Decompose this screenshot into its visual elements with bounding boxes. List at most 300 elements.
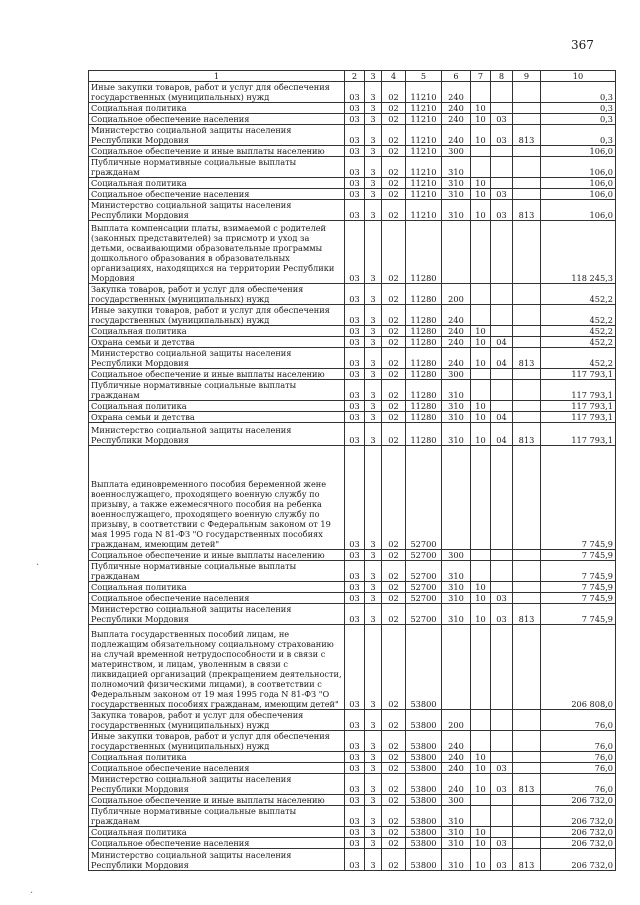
row-code-cell	[491, 326, 513, 337]
row-code-cell	[491, 284, 513, 305]
row-code-cell: 02	[382, 550, 406, 561]
row-code-cell: 3	[365, 326, 382, 337]
row-amount-cell: 206 732,0	[541, 806, 616, 827]
row-code-cell	[513, 625, 541, 710]
row-code-cell: 10	[471, 582, 491, 593]
row-code-cell: 10	[471, 752, 491, 763]
table-row	[89, 795, 616, 806]
row-amount-cell: 76,0	[541, 774, 616, 795]
row-code-cell: 03	[345, 423, 365, 446]
table-row	[89, 561, 616, 582]
table-row	[89, 146, 616, 157]
row-code-cell: 11210	[406, 200, 442, 221]
table-row	[89, 114, 616, 125]
row-name-cell: Министерство социальной защиты населения Республики Мордовия	[89, 774, 345, 795]
header-cell: 1	[89, 71, 345, 82]
row-code-cell	[491, 625, 513, 710]
table-row	[89, 348, 616, 369]
row-code-cell: 02	[382, 284, 406, 305]
row-code-cell: 02	[382, 561, 406, 582]
row-code-cell: 52700	[406, 550, 442, 561]
table-row	[89, 305, 616, 326]
row-code-cell: 310	[442, 849, 471, 871]
row-code-cell: 02	[382, 838, 406, 849]
row-code-cell: 10	[471, 604, 491, 625]
row-code-cell: 3	[365, 284, 382, 305]
row-code-cell: 3	[365, 305, 382, 326]
header-cell: 5	[406, 71, 442, 82]
row-code-cell: 813	[513, 423, 541, 446]
row-code-cell	[491, 710, 513, 731]
row-code-cell: 10	[471, 763, 491, 774]
row-code-cell: 04	[491, 348, 513, 369]
row-code-cell: 03	[345, 114, 365, 125]
row-amount-cell: 106,0	[541, 200, 616, 221]
row-code-cell: 02	[382, 774, 406, 795]
table-row	[89, 582, 616, 593]
row-code-cell: 02	[382, 827, 406, 838]
row-name-cell: Министерство социальной защиты населения Республики Мордовия	[89, 348, 345, 369]
row-code-cell	[491, 146, 513, 157]
row-code-cell: 813	[513, 604, 541, 625]
row-code-cell: 02	[382, 82, 406, 103]
row-code-cell: 03	[345, 305, 365, 326]
row-name-cell: Иные закупки товаров, работ и услуг для обеспечения государственных (муниципальных) нужд	[89, 305, 345, 326]
row-code-cell: 3	[365, 380, 382, 401]
row-name-cell: Министерство социальной защиты населения Республики Мордовия	[89, 125, 345, 146]
row-name-cell: Социальное обеспечение населения	[89, 838, 345, 849]
row-code-cell: 3	[365, 582, 382, 593]
row-amount-cell: 117 793,1	[541, 401, 616, 412]
row-name-cell: Социальная политика	[89, 827, 345, 838]
row-code-cell: 200	[442, 710, 471, 731]
row-name-cell: Иные закупки товаров, работ и услуг для обеспечения государственных (муниципальных) нужд	[89, 82, 345, 103]
row-amount-cell: 76,0	[541, 731, 616, 752]
row-code-cell	[513, 305, 541, 326]
row-code-cell: 11210	[406, 157, 442, 178]
row-code-cell: 310	[442, 401, 471, 412]
table-row	[89, 189, 616, 200]
row-code-cell: 03	[345, 710, 365, 731]
row-code-cell	[471, 561, 491, 582]
row-code-cell: 10	[471, 200, 491, 221]
row-amount-cell: 452,2	[541, 326, 616, 337]
row-code-cell	[513, 763, 541, 774]
row-code-cell: 11210	[406, 189, 442, 200]
row-code-cell: 03	[491, 604, 513, 625]
row-code-cell: 03	[491, 849, 513, 871]
row-code-cell: 02	[382, 305, 406, 326]
row-code-cell	[491, 82, 513, 103]
row-code-cell	[471, 221, 491, 284]
row-code-cell	[513, 157, 541, 178]
row-code-cell: 03	[345, 157, 365, 178]
row-name-cell: Социальное обеспечение населения	[89, 189, 345, 200]
row-code-cell: 10	[471, 337, 491, 348]
row-code-cell: 3	[365, 710, 382, 731]
row-code-cell: 03	[345, 625, 365, 710]
row-amount-cell: 7 745,9	[541, 446, 616, 550]
row-code-cell: 02	[382, 103, 406, 114]
row-code-cell: 03	[345, 412, 365, 423]
row-code-cell: 03	[345, 582, 365, 593]
row-name-cell: Охрана семьи и детства	[89, 337, 345, 348]
row-code-cell: 02	[382, 337, 406, 348]
row-code-cell: 03	[345, 849, 365, 871]
row-code-cell	[491, 752, 513, 763]
table-body	[89, 71, 616, 871]
row-name-cell: Министерство социальной защиты населения Республики Мордовия	[89, 604, 345, 625]
row-code-cell: 813	[513, 348, 541, 369]
row-amount-cell: 7 745,9	[541, 582, 616, 593]
row-code-cell	[513, 103, 541, 114]
row-code-cell: 10	[471, 593, 491, 604]
table-row	[89, 593, 616, 604]
table-row	[89, 125, 616, 146]
row-code-cell: 3	[365, 412, 382, 423]
row-code-cell	[513, 369, 541, 380]
row-code-cell: 03	[345, 446, 365, 550]
row-code-cell: 03	[345, 369, 365, 380]
row-code-cell: 310	[442, 593, 471, 604]
row-code-cell	[513, 593, 541, 604]
row-code-cell: 10	[471, 838, 491, 849]
table-row	[89, 423, 616, 446]
row-code-cell: 3	[365, 125, 382, 146]
row-code-cell: 03	[345, 380, 365, 401]
table-row	[89, 337, 616, 348]
table-row	[89, 103, 616, 114]
row-code-cell	[491, 305, 513, 326]
row-amount-cell: 206 808,0	[541, 625, 616, 710]
row-code-cell: 02	[382, 849, 406, 871]
row-code-cell: 03	[345, 838, 365, 849]
row-code-cell	[513, 178, 541, 189]
table-row	[89, 763, 616, 774]
row-code-cell: 03	[345, 593, 365, 604]
row-amount-cell: 117 793,1	[541, 412, 616, 423]
row-code-cell: 310	[442, 806, 471, 827]
row-code-cell: 3	[365, 593, 382, 604]
row-code-cell	[442, 625, 471, 710]
row-code-cell	[513, 838, 541, 849]
row-code-cell: 3	[365, 752, 382, 763]
row-code-cell	[513, 710, 541, 731]
row-code-cell: 03	[345, 827, 365, 838]
row-code-cell	[513, 146, 541, 157]
table-row	[89, 731, 616, 752]
row-code-cell: 03	[345, 337, 365, 348]
row-code-cell: 11210	[406, 146, 442, 157]
row-code-cell: 02	[382, 731, 406, 752]
row-code-cell: 10	[471, 326, 491, 337]
row-code-cell	[471, 550, 491, 561]
row-code-cell: 03	[345, 178, 365, 189]
row-code-cell: 03	[345, 774, 365, 795]
row-code-cell	[491, 157, 513, 178]
row-code-cell: 02	[382, 380, 406, 401]
row-code-cell: 11210	[406, 82, 442, 103]
row-code-cell: 03	[345, 752, 365, 763]
row-code-cell: 03	[345, 604, 365, 625]
row-code-cell: 310	[442, 412, 471, 423]
row-code-cell: 813	[513, 200, 541, 221]
header-cell: 4	[382, 71, 406, 82]
row-amount-cell: 106,0	[541, 157, 616, 178]
row-code-cell: 53800	[406, 625, 442, 710]
row-code-cell: 3	[365, 103, 382, 114]
table-row	[89, 710, 616, 731]
row-amount-cell: 206 732,0	[541, 795, 616, 806]
header-cell: 10	[541, 71, 616, 82]
row-amount-cell: 0,3	[541, 114, 616, 125]
row-code-cell	[513, 82, 541, 103]
table-row	[89, 326, 616, 337]
row-code-cell	[513, 401, 541, 412]
row-code-cell	[471, 284, 491, 305]
row-code-cell	[471, 806, 491, 827]
row-amount-cell: 106,0	[541, 146, 616, 157]
row-code-cell: 3	[365, 114, 382, 125]
row-code-cell	[491, 178, 513, 189]
row-name-cell: Закупка товаров, работ и услуг для обеспечения государственных (муниципальных) нужд	[89, 284, 345, 305]
row-name-cell: Социальное обеспечение населения	[89, 114, 345, 125]
row-name-cell: Закупка товаров, работ и услуг для обеспечения государственных (муниципальных) нужд	[89, 710, 345, 731]
row-code-cell: 240	[442, 337, 471, 348]
row-code-cell: 310	[442, 582, 471, 593]
row-code-cell	[471, 625, 491, 710]
row-code-cell: 310	[442, 604, 471, 625]
row-code-cell	[513, 561, 541, 582]
row-code-cell: 03	[345, 763, 365, 774]
row-code-cell: 3	[365, 838, 382, 849]
row-code-cell	[491, 731, 513, 752]
header-cell: 8	[491, 71, 513, 82]
row-code-cell: 3	[365, 221, 382, 284]
row-amount-cell: 452,2	[541, 305, 616, 326]
row-code-cell: 3	[365, 806, 382, 827]
row-code-cell	[471, 82, 491, 103]
table-row	[89, 178, 616, 189]
row-code-cell: 03	[345, 146, 365, 157]
table-row	[89, 838, 616, 849]
row-code-cell	[491, 401, 513, 412]
row-code-cell: 813	[513, 774, 541, 795]
table-row	[89, 806, 616, 827]
row-code-cell	[471, 380, 491, 401]
row-amount-cell: 452,2	[541, 348, 616, 369]
row-amount-cell: 452,2	[541, 284, 616, 305]
row-code-cell	[442, 446, 471, 550]
row-code-cell: 02	[382, 369, 406, 380]
row-code-cell: 04	[491, 412, 513, 423]
row-code-cell: 02	[382, 114, 406, 125]
row-code-cell: 3	[365, 401, 382, 412]
row-code-cell: 03	[345, 401, 365, 412]
row-code-cell	[513, 446, 541, 550]
table-row	[89, 412, 616, 423]
row-amount-cell: 7 745,9	[541, 561, 616, 582]
row-code-cell: 03	[491, 774, 513, 795]
row-code-cell	[491, 827, 513, 838]
row-code-cell: 300	[442, 795, 471, 806]
row-name-cell: Социальная политика	[89, 178, 345, 189]
table-row	[89, 200, 616, 221]
row-code-cell	[491, 103, 513, 114]
row-name-cell: Социальное обеспечение населения	[89, 593, 345, 604]
row-name-cell: Социальная политика	[89, 326, 345, 337]
row-code-cell	[513, 380, 541, 401]
row-code-cell: 3	[365, 337, 382, 348]
row-code-cell: 02	[382, 412, 406, 423]
row-name-cell: Министерство социальной защиты населения Республики Мордовия	[89, 423, 345, 446]
row-code-cell	[491, 369, 513, 380]
row-amount-cell: 0,3	[541, 103, 616, 114]
row-code-cell: 11280	[406, 337, 442, 348]
row-code-cell: 10	[471, 827, 491, 838]
budget-table	[88, 70, 616, 871]
row-code-cell: 02	[382, 221, 406, 284]
row-code-cell: 3	[365, 625, 382, 710]
row-code-cell: 310	[442, 838, 471, 849]
row-amount-cell: 106,0	[541, 178, 616, 189]
row-code-cell: 11280	[406, 305, 442, 326]
row-code-cell: 03	[491, 125, 513, 146]
row-code-cell	[513, 221, 541, 284]
row-name-cell: Выплата единовременного пособия беременной жене военнослужащего, проходящего военную службу по призыву, а также ежемесячного пособия на ребенка военнослужащего, проходящего военную службу по призыву, в соответствии с Федеральным законом от 19 мая 1995 года N 81-ФЗ "О государственных пособиях гражданам, имеющим детей"	[89, 446, 345, 550]
row-code-cell: 03	[345, 284, 365, 305]
row-amount-cell: 0,3	[541, 125, 616, 146]
row-amount-cell: 76,0	[541, 752, 616, 763]
table-row	[89, 625, 616, 710]
row-code-cell: 11210	[406, 103, 442, 114]
scan-speck: ·	[30, 888, 34, 899]
row-name-cell: Социальное обеспечение и иные выплаты населению	[89, 146, 345, 157]
row-code-cell: 3	[365, 82, 382, 103]
row-code-cell: 3	[365, 189, 382, 200]
header-cell: 2	[345, 71, 365, 82]
row-name-cell: Выплата компенсации платы, взимаемой с родителей (законных представителей) за присмотр и уход за детьми, осваивающими образовательные программы дошкольного образования в образовательных организациях, находящихся на территории Республики Мордовия	[89, 221, 345, 284]
row-code-cell: 02	[382, 625, 406, 710]
row-code-cell: 3	[365, 348, 382, 369]
row-code-cell	[491, 582, 513, 593]
row-code-cell: 02	[382, 604, 406, 625]
row-code-cell: 52700	[406, 446, 442, 550]
row-code-cell: 310	[442, 380, 471, 401]
row-code-cell: 03	[491, 114, 513, 125]
row-name-cell: Министерство социальной защиты населения Республики Мордовия	[89, 849, 345, 871]
row-code-cell: 11280	[406, 326, 442, 337]
row-amount-cell: 206 732,0	[541, 838, 616, 849]
row-name-cell: Иные закупки товаров, работ и услуг для обеспечения государственных (муниципальных) нужд	[89, 731, 345, 752]
row-code-cell: 310	[442, 200, 471, 221]
row-code-cell	[491, 806, 513, 827]
table-header-row	[89, 71, 616, 82]
row-code-cell	[442, 221, 471, 284]
row-code-cell: 53800	[406, 838, 442, 849]
row-code-cell	[513, 806, 541, 827]
scan-speck: ·	[36, 560, 40, 571]
row-name-cell: Публичные нормативные социальные выплаты гражданам	[89, 561, 345, 582]
row-code-cell: 3	[365, 146, 382, 157]
row-code-cell: 10	[471, 423, 491, 446]
row-code-cell: 03	[345, 348, 365, 369]
row-code-cell	[513, 827, 541, 838]
row-code-cell: 03	[491, 189, 513, 200]
row-code-cell: 240	[442, 125, 471, 146]
row-code-cell: 240	[442, 763, 471, 774]
row-code-cell: 03	[345, 200, 365, 221]
row-code-cell: 02	[382, 178, 406, 189]
row-code-cell: 240	[442, 114, 471, 125]
row-code-cell: 11280	[406, 380, 442, 401]
row-name-cell: Выплата государственных пособий лицам, не подлежащим обязательному социальному страхованию на случай временной нетрудоспособности и в связи с материнством, и лицам, уволенным в связи с ликвидацией организаций (прекращением деятельности, полномочий физическими лицами), в соответствии с Федеральным законом от 19 мая 1995 года N 81-ФЗ "О государственных пособиях гражданам, имеющим детей"	[89, 625, 345, 710]
row-code-cell	[513, 412, 541, 423]
row-code-cell: 10	[471, 178, 491, 189]
row-code-cell: 11280	[406, 348, 442, 369]
row-name-cell: Социальное обеспечение населения	[89, 763, 345, 774]
row-code-cell: 200	[442, 284, 471, 305]
row-code-cell: 11280	[406, 221, 442, 284]
row-amount-cell: 76,0	[541, 763, 616, 774]
row-code-cell: 03	[345, 326, 365, 337]
row-code-cell: 240	[442, 752, 471, 763]
row-code-cell: 10	[471, 125, 491, 146]
header-cell: 6	[442, 71, 471, 82]
row-code-cell: 240	[442, 348, 471, 369]
table-row	[89, 849, 616, 871]
row-code-cell: 813	[513, 125, 541, 146]
row-code-cell: 11280	[406, 284, 442, 305]
row-code-cell: 3	[365, 763, 382, 774]
row-name-cell: Социальное обеспечение и иные выплаты населению	[89, 369, 345, 380]
row-code-cell: 310	[442, 178, 471, 189]
row-code-cell: 310	[442, 827, 471, 838]
row-amount-cell: 452,2	[541, 337, 616, 348]
row-code-cell: 02	[382, 763, 406, 774]
row-code-cell: 52700	[406, 561, 442, 582]
row-code-cell: 11280	[406, 401, 442, 412]
row-code-cell: 02	[382, 423, 406, 446]
row-code-cell: 02	[382, 582, 406, 593]
row-amount-cell: 76,0	[541, 710, 616, 731]
row-code-cell: 03	[345, 550, 365, 561]
row-code-cell: 04	[491, 423, 513, 446]
row-code-cell: 3	[365, 178, 382, 189]
row-amount-cell: 0,3	[541, 82, 616, 103]
row-code-cell: 3	[365, 369, 382, 380]
row-code-cell: 240	[442, 731, 471, 752]
row-code-cell: 3	[365, 157, 382, 178]
row-code-cell: 3	[365, 731, 382, 752]
row-amount-cell: 117 793,1	[541, 369, 616, 380]
row-code-cell	[471, 157, 491, 178]
row-code-cell	[471, 146, 491, 157]
row-code-cell: 03	[345, 795, 365, 806]
row-code-cell: 02	[382, 125, 406, 146]
table-row	[89, 752, 616, 763]
row-code-cell: 53800	[406, 774, 442, 795]
table-row	[89, 774, 616, 795]
row-code-cell: 03	[345, 561, 365, 582]
row-code-cell	[491, 795, 513, 806]
row-amount-cell: 206 732,0	[541, 827, 616, 838]
row-code-cell	[471, 446, 491, 550]
row-code-cell	[513, 752, 541, 763]
row-code-cell: 53800	[406, 827, 442, 838]
row-code-cell: 10	[471, 189, 491, 200]
row-code-cell: 02	[382, 795, 406, 806]
